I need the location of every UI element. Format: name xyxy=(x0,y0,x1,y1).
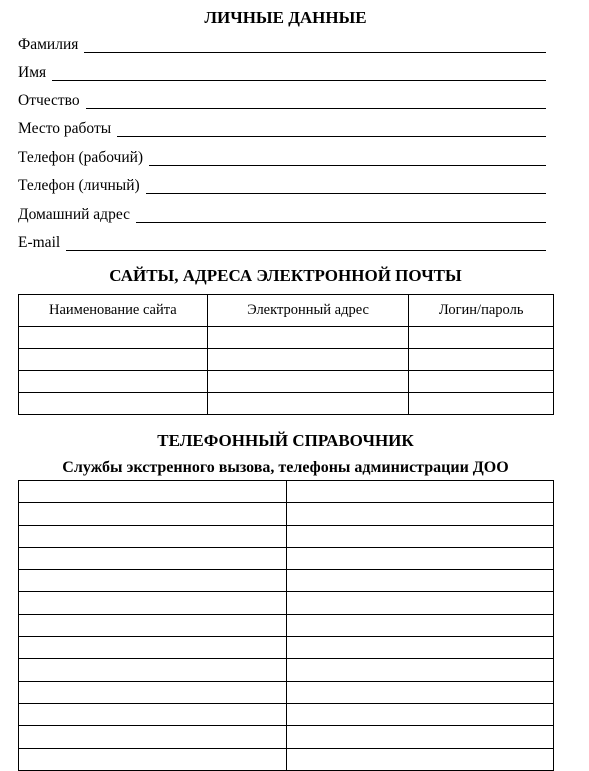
table-row xyxy=(19,748,554,770)
table-row xyxy=(19,327,554,349)
home-address-input[interactable] xyxy=(136,222,546,223)
field-label: Отчество xyxy=(18,92,80,109)
table-cell[interactable] xyxy=(409,393,554,415)
table-cell[interactable] xyxy=(19,726,287,748)
column-header-site-name: Наименование сайта xyxy=(19,295,208,327)
table-cell[interactable] xyxy=(286,525,554,547)
table-cell[interactable] xyxy=(19,570,287,592)
column-header-email-address: Электронный адрес xyxy=(207,295,409,327)
table-row xyxy=(19,681,554,703)
field-label: E-mail xyxy=(18,234,61,251)
field-patronymic xyxy=(18,90,546,112)
email-input[interactable] xyxy=(66,250,546,251)
column-header-login-password: Логин/пароль xyxy=(409,295,554,327)
table-row xyxy=(19,592,554,614)
field-personal-phone xyxy=(18,175,546,197)
table-row xyxy=(19,525,554,547)
patronymic-input[interactable] xyxy=(86,108,546,109)
table-header-row xyxy=(19,295,554,327)
table-cell[interactable] xyxy=(409,327,554,349)
table-cell[interactable] xyxy=(19,371,208,393)
field-home-address xyxy=(18,204,546,226)
table-cell[interactable] xyxy=(286,659,554,681)
sites-title: САЙТЫ, АДРЕСА ЭЛЕКТРОННОЙ ПОЧТЫ xyxy=(109,266,462,285)
table-cell[interactable] xyxy=(409,349,554,371)
sites-table xyxy=(18,294,554,415)
field-label: Телефон (личный) xyxy=(18,177,140,194)
table-cell[interactable] xyxy=(286,726,554,748)
table-cell[interactable] xyxy=(19,327,208,349)
table-cell[interactable] xyxy=(207,371,409,393)
table-cell[interactable] xyxy=(286,703,554,725)
table-cell[interactable] xyxy=(286,614,554,636)
personal-data-title: ЛИЧНЫЕ ДАННЫЕ xyxy=(204,8,367,27)
table-cell[interactable] xyxy=(19,703,287,725)
table-cell[interactable] xyxy=(19,637,287,659)
field-label: Имя xyxy=(18,64,47,81)
table-cell[interactable] xyxy=(19,393,208,415)
table-row xyxy=(19,659,554,681)
field-workplace xyxy=(18,118,546,140)
table-cell[interactable] xyxy=(286,570,554,592)
table-cell[interactable] xyxy=(207,349,409,371)
table-cell[interactable] xyxy=(19,748,287,770)
table-row xyxy=(19,349,554,371)
field-label: Место работы xyxy=(18,120,112,137)
table-cell[interactable] xyxy=(286,637,554,659)
table-row xyxy=(19,726,554,748)
table-row xyxy=(19,637,554,659)
table-row xyxy=(19,570,554,592)
table-row xyxy=(19,393,554,415)
phonebook-subtitle: Службы экстренного вызова, телефоны администрации ДОО xyxy=(62,459,509,476)
surname-input[interactable] xyxy=(84,52,546,53)
table-cell[interactable] xyxy=(19,681,287,703)
work-phone-input[interactable] xyxy=(149,165,546,166)
personal-phone-input[interactable] xyxy=(146,193,546,194)
field-email xyxy=(18,232,546,254)
table-cell[interactable] xyxy=(19,525,287,547)
table-cell[interactable] xyxy=(19,481,287,503)
workplace-input[interactable] xyxy=(117,136,546,137)
field-surname xyxy=(18,34,546,56)
table-cell[interactable] xyxy=(19,349,208,371)
table-row xyxy=(19,503,554,525)
table-row xyxy=(19,703,554,725)
field-work-phone xyxy=(18,147,546,169)
table-row xyxy=(19,481,554,503)
table-cell[interactable] xyxy=(19,592,287,614)
table-cell[interactable] xyxy=(19,659,287,681)
field-name xyxy=(18,62,546,84)
field-label: Телефон (рабочий) xyxy=(18,149,144,166)
table-cell[interactable] xyxy=(19,503,287,525)
field-label: Фамилия xyxy=(18,36,79,53)
phonebook-title: ТЕЛЕФОННЫЙ СПРАВОЧНИК xyxy=(157,431,414,450)
table-cell[interactable] xyxy=(286,681,554,703)
table-cell[interactable] xyxy=(286,503,554,525)
table-cell[interactable] xyxy=(207,393,409,415)
table-row xyxy=(19,547,554,569)
table-cell[interactable] xyxy=(207,327,409,349)
phonebook-table xyxy=(18,480,554,771)
table-cell[interactable] xyxy=(286,547,554,569)
table-cell[interactable] xyxy=(19,614,287,636)
table-cell[interactable] xyxy=(286,748,554,770)
table-row xyxy=(19,371,554,393)
table-cell[interactable] xyxy=(19,547,287,569)
field-label: Домашний адрес xyxy=(18,206,130,223)
table-row xyxy=(19,614,554,636)
table-cell[interactable] xyxy=(286,481,554,503)
table-cell[interactable] xyxy=(286,592,554,614)
name-input[interactable] xyxy=(52,80,546,81)
table-cell[interactable] xyxy=(409,371,554,393)
